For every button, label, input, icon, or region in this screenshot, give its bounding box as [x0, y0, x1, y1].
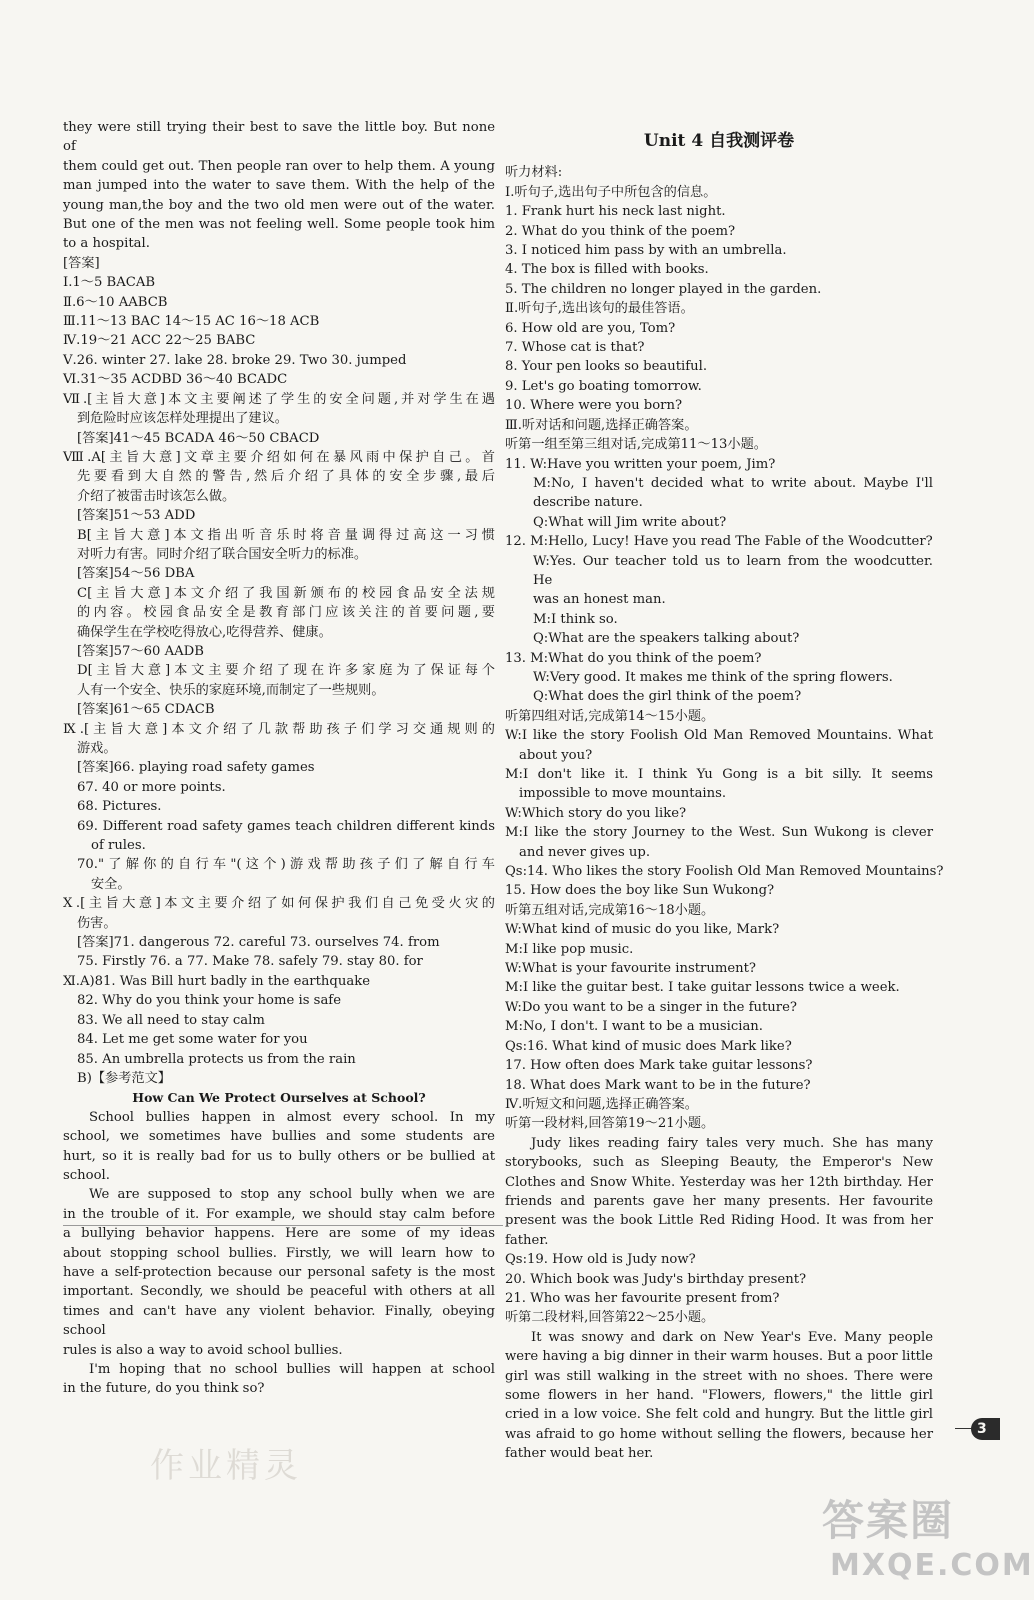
- text-line: 听第四组对话,完成第14～15小题。: [505, 708, 715, 724]
- text-line: times and can't have any violent behavior. Finally, obeying school: [63, 1303, 495, 1339]
- text-line: [答案]61～65 CDACB: [77, 702, 215, 718]
- text-line: they were still trying their best to save the little boy. But none of: [63, 120, 495, 155]
- text-line: 20. Which book was Judy's birthday present?: [505, 1271, 807, 1287]
- text-line: Ⅴ.26. winter 27. lake 28. broke 29. Two 30. jumped: [63, 352, 407, 368]
- text-line: 7. Whose cat is that?: [505, 340, 645, 356]
- text-line: 75. Firstly 76. a 77. Make 78. safely 79. stay 80. for: [77, 954, 423, 970]
- text-line: [答案]54～56 DBA: [77, 566, 195, 582]
- text-line: Ⅹ.[主旨大意]本文主要介绍了如何保护我们自己免受火灾的: [63, 896, 495, 912]
- text-line: C[主旨大意]本文介绍了我国新颁布的校园食品安全法规: [77, 585, 495, 601]
- text-line: 介绍了被雷击时该怎么做。: [77, 488, 236, 504]
- text-line: Ⅰ.听句子,选出句子中所包含的信息。: [505, 184, 717, 200]
- text-line: 70."了解你的自行车"(这个)游戏帮助孩子们了解自行车: [77, 857, 495, 873]
- text-line: cried in a low voice. She felt cold and hungry. But the little girl: [505, 1407, 933, 1423]
- text-line: some flowers in her hand. "Flowers, flowers," the little girl: [505, 1388, 933, 1403]
- text-line: father would beat her.: [505, 1446, 654, 1462]
- unit-title: Unit 4 自我测评卷: [643, 131, 795, 151]
- text-line: B[主旨大意]本文指出听音乐时将音量调得过高这一习惯: [77, 527, 495, 543]
- right-column: [505, 118, 944, 1464]
- text-line: [答案]51～53 ADD: [77, 508, 196, 524]
- text-line: M:I think so.: [533, 611, 618, 627]
- text-line: Ⅵ.31～35 ACDBD 36～40 BCADC: [63, 372, 288, 388]
- text-line: 人有一个安全、快乐的家庭环境,而制定了一些规则。: [77, 682, 385, 698]
- text-line: 84. Let me get some water for you: [77, 1032, 308, 1048]
- text-line: 13. M:What do you think of the poem?: [505, 650, 762, 666]
- text-line: It was snowy and dark on New Year's Eve. Many people: [531, 1329, 933, 1345]
- text-line: 3. I noticed him pass by with an umbrella.: [505, 243, 787, 259]
- watermark-text: 作业精灵: [150, 1446, 302, 1486]
- text-line: 对听力有害。同时介绍了联合国安全听力的标准。: [77, 546, 368, 562]
- left-column: [63, 118, 495, 1399]
- text-line: 听第一组至第三组对话,完成第11～13小题。: [505, 437, 767, 453]
- text-line: Ⅷ.A[主旨大意]文章主要介绍如何在暴风雨中保护自己。首: [63, 449, 495, 465]
- text-line: Ⅱ.6～10 AABCB: [63, 294, 168, 310]
- text-line: 游戏。: [77, 741, 117, 756]
- text-line: Ⅸ.[主旨大意]本文介绍了几款帮助孩子们学习交通规则的: [63, 721, 495, 737]
- text-line: friends and parents gave her many presents. Her favourite: [505, 1193, 933, 1209]
- text-line: Ⅳ.听短文和问题,选择正确答案。: [505, 1096, 698, 1112]
- text-line: How Can We Protect Ourselves at School?: [132, 1090, 426, 1106]
- text-line: But one of the men was not feeling well. Some people took him: [63, 217, 495, 233]
- text-line: Qs:16. What kind of music does Mark like?: [505, 1038, 792, 1054]
- text-line: 21. Who was her favourite present from?: [505, 1290, 780, 1306]
- text-line: [答案]41～45 BCADA 46～50 CBACD: [77, 430, 320, 446]
- text-line: Q:What will Jim write about?: [533, 514, 727, 530]
- text-line: was afraid to go home without selling the flowers, because her: [505, 1426, 933, 1442]
- text-line: Ⅲ.听对话和问题,选择正确答案。: [505, 417, 698, 433]
- text-line: M:I like the guitar best. I take guitar lessons twice a week.: [505, 980, 900, 996]
- text-line: rules is also a way to avoid school bullies.: [63, 1342, 343, 1358]
- text-line: important. Secondly, we should be peaceful with others at all: [63, 1284, 495, 1300]
- text-line: 安全。: [91, 876, 131, 892]
- text-line: hurt, so it is really bad for us to bully others or be bullied at: [63, 1148, 495, 1164]
- text-line: storybooks, such as Sleeping Beauty, the Emperor's New: [505, 1155, 933, 1171]
- text-line: a bullying behavior happens. Here are some of my ideas: [63, 1226, 495, 1242]
- text-line: 68. Pictures.: [77, 799, 162, 815]
- text-line: Ⅳ.19～21 ACC 22～25 BABC: [63, 333, 256, 349]
- text-line: 83. We all need to stay calm: [77, 1012, 265, 1028]
- text-line: 82. Why do you think your home is safe: [77, 993, 341, 1009]
- text-line: 听力材料:: [505, 165, 563, 181]
- text-line: [答案]66. playing road safety games: [77, 760, 315, 776]
- text-line: about you?: [519, 747, 593, 763]
- watermark-url: MXQE.COM: [830, 1548, 1034, 1583]
- text-line: school, we sometimes have bullies and some students are: [63, 1129, 495, 1145]
- text-line: D[主旨大意]本文主要介绍了现在许多家庭为了保证每个: [77, 663, 495, 679]
- page-number: 3: [971, 1418, 1000, 1440]
- text-line: Q:What does the girl think of the poem?: [533, 689, 802, 705]
- text-line: 17. How often does Mark take guitar lessons?: [505, 1058, 813, 1074]
- text-line: 67. 40 or more points.: [77, 779, 226, 795]
- text-line: W:Which story do you like?: [505, 805, 687, 821]
- text-line: W:Very good. It makes me think of the spring flowers.: [533, 669, 893, 685]
- text-line: present was the book Little Red Riding Hood. It was from her: [505, 1213, 933, 1229]
- text-line: 18. What does Mark want to be in the future?: [505, 1077, 811, 1093]
- text-line: 确保学生在学校吃得放心,吃得营养、健康。: [77, 624, 332, 640]
- text-line: [答案]: [63, 255, 100, 271]
- text-line: School bullies happen in almost every school. In my: [89, 1109, 495, 1125]
- text-line: [答案]57～60 AADB: [77, 643, 204, 659]
- text-line: M:No, I don't. I want to be a musician.: [505, 1019, 763, 1035]
- text-line: Ⅲ.11～13 BAC 14～15 AC 16～18 ACB: [63, 314, 320, 330]
- text-line: M:I like the story Journey to the West. Sun Wukong is clever: [505, 825, 933, 841]
- divider-line: [63, 1225, 503, 1226]
- text-line: M:No, I haven't decided what to write about. Maybe I'll: [533, 475, 933, 491]
- text-line: Ⅰ.1～5 BACAB: [63, 275, 156, 291]
- text-line: 的内容。校园食品安全是教育部门应该关注的首要问题,要: [77, 605, 495, 621]
- text-line: Ⅶ.[主旨大意]本文主要阐述了学生的安全问题,并对学生在遇: [63, 391, 495, 407]
- text-line: Ⅺ.A)81. Was Bill hurt badly in the earthquake: [63, 973, 371, 989]
- text-line: 10. Where were you born?: [505, 398, 683, 414]
- text-line: M:I like pop music.: [505, 941, 634, 957]
- watermark-logo: 答案圈: [822, 1496, 955, 1545]
- text-line: Ⅱ.听句子,选出该句的最佳答语。: [505, 301, 694, 317]
- text-line: 6. How old are you, Tom?: [505, 320, 676, 336]
- text-line: Judy likes reading fairy tales very much. She has many: [531, 1135, 933, 1151]
- text-line: of rules.: [91, 838, 146, 854]
- text-line: W:What kind of music do you like, Mark?: [505, 922, 780, 938]
- text-line: was an honest man.: [533, 592, 666, 608]
- text-line: W:What is your favourite instrument?: [505, 961, 756, 977]
- text-line: in the trouble of it. For example, we should stay calm before: [63, 1206, 495, 1222]
- text-line: 5. The children no longer played in the garden.: [505, 281, 822, 297]
- text-line: Clothes and Snow White. Yesterday was her 12th birthday. Her: [505, 1174, 933, 1190]
- text-line: man jumped into the water to save them. With the help of the: [63, 178, 495, 194]
- right-column-body: [505, 163, 944, 1463]
- text-line: about stopping school bullies. Firstly, we will learn how to: [63, 1245, 495, 1261]
- text-line: in the future, do you think so?: [63, 1381, 265, 1397]
- text-line: 2. What do you think of the poem?: [505, 223, 736, 239]
- text-line: 69. Different road safety games teach children different kinds: [77, 818, 495, 834]
- text-line: 85. An umbrella protects us from the rain: [77, 1051, 356, 1067]
- text-line: W:I like the story Foolish Old Man Removed Mountains. What: [505, 728, 933, 744]
- text-line: 11. W:Have you written your poem, Jim?: [505, 456, 776, 472]
- text-line: 伤害。: [77, 915, 117, 931]
- text-line: 12. M:Hello, Lucy! Have you read The Fable of the Woodcutter?: [505, 534, 933, 550]
- text-line: B)【参考范文】: [77, 1070, 171, 1086]
- text-line: 9. Let's go boating tomorrow.: [505, 378, 702, 394]
- text-line: I'm hoping that no school bullies will happen at school: [89, 1362, 495, 1377]
- text-line: M:I don't like it. I think Yu Gong is a bit silly. It seems: [505, 767, 933, 782]
- text-line: impossible to move mountains.: [519, 786, 727, 802]
- text-line: [答案]71. dangerous 72. careful 73. ourselves 74. from: [77, 935, 440, 951]
- text-line: 先要看到大自然的警告,然后介绍了具体的安全步骤,最后: [77, 469, 495, 485]
- text-line: W:Do you want to be a singer in the future?: [505, 999, 797, 1015]
- text-line: were having a big dinner in their warm houses. But a poor little: [505, 1349, 933, 1365]
- text-line: Qs:14. Who likes the story Foolish Old Man Removed Mountains?: [505, 864, 944, 880]
- text-line: young man,the boy and the two old men were out of the water.: [63, 197, 495, 213]
- text-line: 15. How does the boy like Sun Wukong?: [505, 883, 775, 899]
- text-line: girl was still walking in the street with no shoes. There were: [505, 1368, 933, 1384]
- text-line: have a self-protection because our personal safety is the most: [63, 1264, 495, 1280]
- text-line: Q:What are the speakers talking about?: [533, 631, 800, 647]
- text-line: father.: [505, 1232, 549, 1248]
- text-line: to a hospital.: [63, 236, 150, 252]
- text-line: 听第五组对话,完成第16～18小题。: [505, 902, 715, 918]
- text-line: them could get out. Then people ran over to help them. A young: [63, 158, 495, 174]
- text-line: 到危险时应该怎样处理提出了建议。: [77, 411, 288, 427]
- text-line: We are supposed to stop any school bully when we are: [89, 1187, 495, 1203]
- text-line: 1. Frank hurt his neck last night.: [505, 204, 726, 220]
- text-line: school.: [63, 1167, 110, 1183]
- text-line: Qs:19. How old is Judy now?: [505, 1252, 696, 1268]
- text-line: and never gives up.: [519, 844, 651, 860]
- text-line: 听第一段材料,回答第19～21小题。: [505, 1116, 715, 1132]
- text-line: 8. Your pen looks so beautiful.: [505, 359, 708, 375]
- text-line: 4. The box is filled with books.: [505, 262, 709, 278]
- text-line: 听第二段材料,回答第22～25小题。: [505, 1310, 715, 1326]
- text-line: W:Yes. Our teacher told us to learn from the woodcutter. He: [533, 553, 933, 588]
- text-line: describe nature.: [533, 495, 643, 511]
